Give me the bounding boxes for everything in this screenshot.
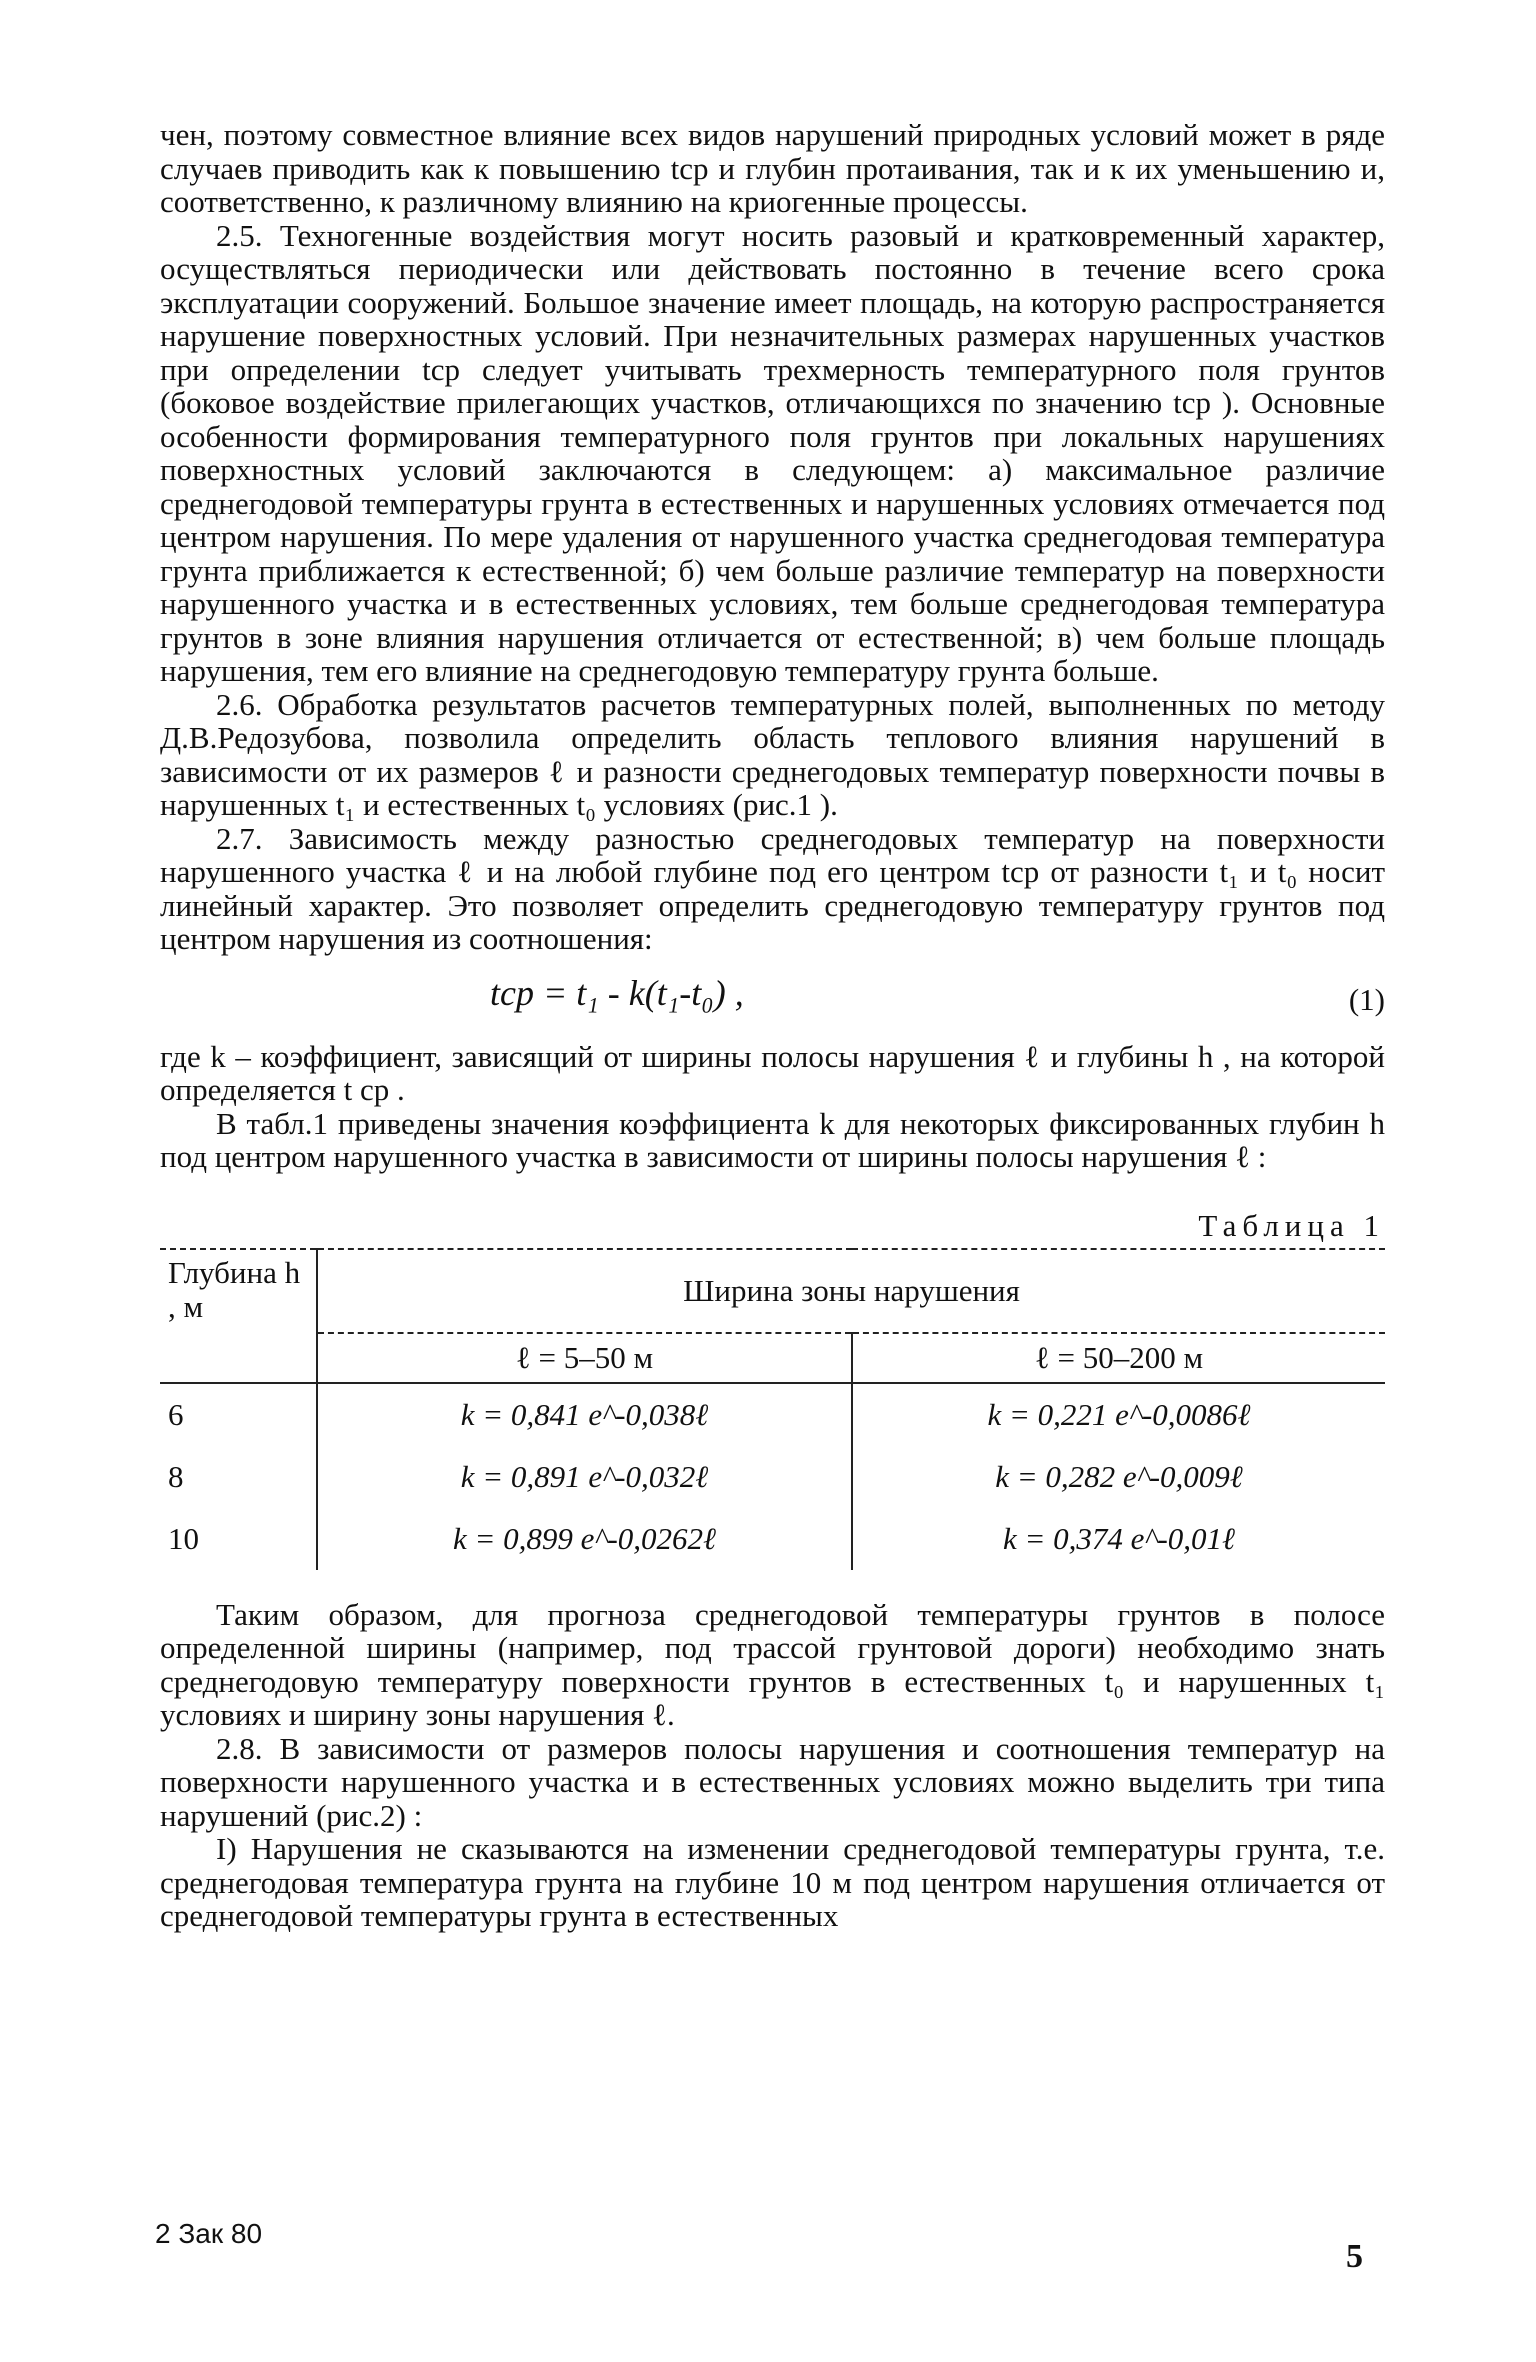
paragraph-continuation: чен, поэтому совместное влияние всех видов нарушений природных условий может в ряде случаев приводить как к повышению tср и глубин протаивания, так и к их уменьшению и, соответственно, к различному влиянию на криогенные процессы. [160,117,1385,219]
paragraph-type-1: I) Нарушения не сказываются на изменении среднегодовой температуры грунта, т.е. среднегодовая температура грунта на глубине 10 м под центром нарушения отличается от среднегодовой температуры грунта в естественных [160,1831,1385,1933]
paragraph-2-6: 2.6. Обработка результатов расчетов температурных полей, выполненных по методу Д.В.Редозубова, позволила определить область теплового влияния нарушений в зависимости от их размеров ℓ и разности среднегодовых температур поверхности почвы в нарушенных t₁ и естественных t₀ условиях (рис.1 ). [160,686,1385,822]
page-body [160,118,1385,1933]
table-row [160,1446,1385,1508]
table-cell: k = 0,282 e^-0,009ℓ [852,1446,1385,1508]
table-subheader-narrow: ℓ = 5–50 м [317,1333,852,1383]
paragraph-table-intro: В табл.1 приведены значения коэффициента k для некоторых фиксированных глубин h под центром нарушенного участка в зависимости от ширины полосы нарушения ℓ : [160,1105,1385,1174]
table-cell-depth: 10 [168,1520,199,1556]
footer-order-number: 2 Зак 80 [155,2218,263,2249]
table-row [160,1508,1385,1570]
formula-1 [160,970,1385,1030]
table-cell-depth: 8 [168,1458,184,1494]
table-cell: k = 0,899 e^-0,0262ℓ [317,1508,852,1570]
page-number: 5 [1346,2238,1363,2275]
table-cell: k = 0,891 e^-0,032ℓ [317,1446,852,1508]
table-caption: Таблица 1 [1198,1207,1385,1243]
paragraph-2-8: 2.8. В зависимости от размеров полосы нарушения и соотношения температур на поверхности нарушенного участка и в естественных условиях можно выделить три типа нарушений (рис.2) : [160,1730,1385,1833]
formula-expression: tср = t₁ - k(t₁-t₀) , [490,972,744,1013]
table-cell-depth: 6 [168,1396,184,1432]
paragraph-where: где k – коэффициент, зависящий от ширины полосы нарушения ℓ и глубины h , на которой определяется t ср . [160,1038,1385,1107]
paragraph-2-5: 2.5. Техногенные воздействия могут носить разовый и кратковременный характер, осуществляться периодически или действовать постоянно в течение всего срока эксплуатации сооружений. Большое значение имеет площадь, на которую распространяется нарушение поверхностных условий. При незначительных размерах нарушенных участков при определении tср следует учитывать трехмерность температурного поля грунтов (боковое воздействие прилегающих участков, отличающихся по значению tср ). Основные особенности формирования температурного поля грунтов при локальных нарушениях поверхностных условий заключаются в следующем: а) максимальное различие среднегодовой температуры грунта в естественных и нарушенных условиях отмечается под центром нарушения. По мере удаления от нарушенного участка среднегодовая температура грунта приближается к естественной; б) чем больше различие температур на поверхности нарушенного участка и в естественных условиях, тем больше среднегодовая температура грунтов в зоне влияния нарушения отличается от естественной; в) чем больше площадь нарушения, тем его влияние на среднегодовую температуру грунта больше. [160,217,1385,688]
table-row [160,1383,1385,1446]
table-subheader-wide: ℓ = 50–200 м [852,1333,1385,1383]
table-cell: k = 0,841 e^-0,038ℓ [317,1383,852,1446]
coefficient-table [160,1248,1385,1570]
table-header-depth: Глубина h , м [160,1249,317,1383]
table-cell: k = 0,374 e^-0,01ℓ [852,1508,1385,1570]
paragraph-2-7: 2.7. Зависимость между разностью среднегодовых температур на поверхности нарушенного участка ℓ и на любой глубине под его центром tср от разности t₁ и t₀ носит линейный характер. Это позволяет определить среднегодовую температуру грунтов под центром нарушения из соотношения: [160,820,1385,956]
paragraph-conclusion: Таким образом, для прогноза среднегодовой температуры грунтов в полосе определенной ширины (например, под трассой грунтовой дороги) необходимо знать среднегодовую температуру поверхности грунтов в естественных t₀ и нарушенных t₁ условиях и ширину зоны нарушения ℓ. [160,1596,1385,1732]
table-header-width: Ширина зоны нарушения [317,1249,1385,1333]
formula-number: (1) [1348,981,1385,1017]
table-cell: k = 0,221 e^-0,0086ℓ [852,1383,1385,1446]
